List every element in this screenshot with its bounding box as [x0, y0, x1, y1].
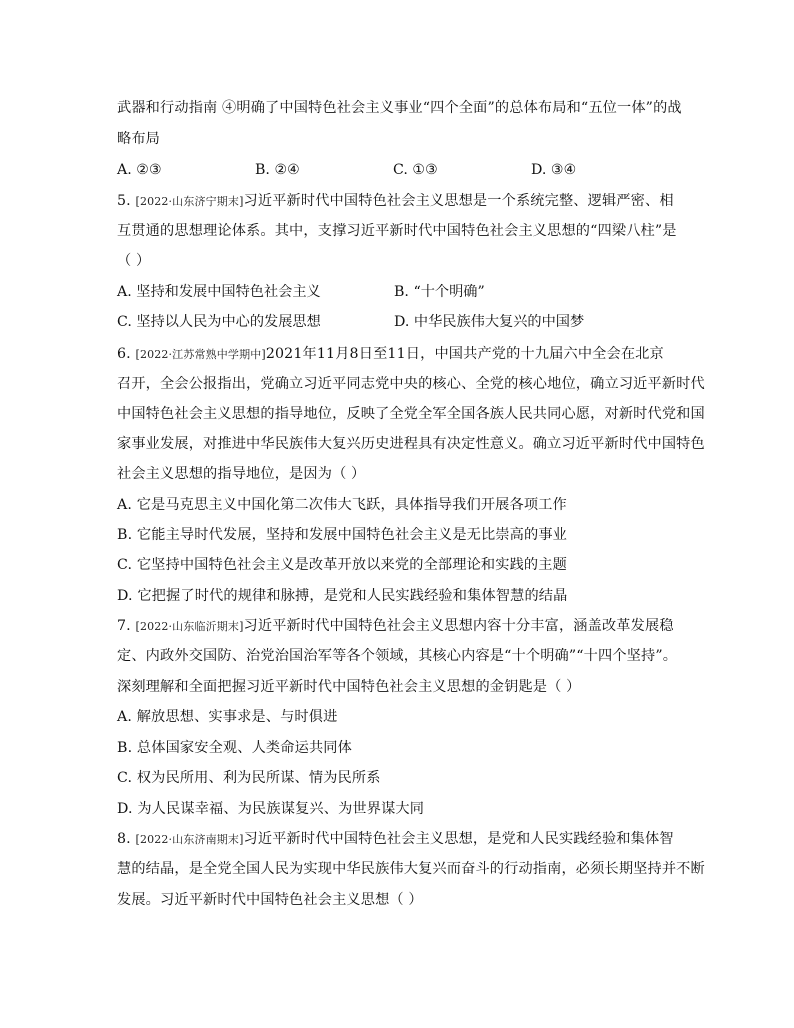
- q5-options-row-2: [117, 312, 697, 332]
- q7-stem-line-1: [117, 616, 697, 637]
- q7-number: 7.: [117, 618, 136, 634]
- q6-stem-line-5: 社会主义思想的指导地位，是因为（ ）: [117, 466, 366, 482]
- q4-option-b: B. ②④: [255, 162, 300, 178]
- q6-stem-line-3: 中国特色社会主义思想的指导地位，反映了全党全军全国各族人民共同心愿，对新时代党和国: [117, 406, 705, 422]
- q8-stem-line-2: 慧的结晶，是全党全国人民为实现中华民族伟大复兴而奋斗的行动指南，必须长期坚持并不断: [117, 861, 705, 877]
- q6-stem-line-1: [117, 344, 697, 365]
- q6-stem-line-2: 召开，全会公报指出，党确立习近平同志党中央的核心、全党的核心地位，确立习近平新时代: [117, 376, 705, 392]
- q4-option-d: D. ③④: [531, 162, 577, 178]
- q8-stem-line-1: [117, 829, 697, 850]
- q5-stem-line-2: 互贯通的思想理论体系。其中，支撑习近平新时代中国特色社会主义思想的“四梁八柱”是: [117, 223, 677, 239]
- q5-answer-blank: （ ）: [117, 253, 151, 269]
- q5-option-b: B. “十个明确”: [394, 284, 485, 300]
- q4-text-line-2: 略布局: [117, 131, 161, 147]
- q4-option-c: C. ①③: [393, 162, 438, 178]
- q4-options-row: [117, 160, 697, 180]
- q6-option-d: D. 它把握了时代的规律和脉搏，是党和人民实践经验和集体智慧的结晶: [117, 588, 568, 604]
- q7-stem-line-2: 定、内政外交国防、治党治国治军等各个领域，其核心内容是“十个明确”“十四个坚持”。: [117, 648, 678, 664]
- q6-option-a: A. 它是马克思主义中国化第二次伟大飞跃，具体指导我们开展各项工作: [117, 497, 567, 513]
- q5-option-a: A. 坚持和发展中国特色社会主义: [117, 284, 321, 300]
- q4-option-a: A. ②③: [117, 162, 162, 178]
- q5-source: [2022·山东济宁期末]: [135, 195, 244, 208]
- q7-option-c: C. 权为民所用、利为民所谋、情为民所系: [117, 770, 381, 786]
- q8-stem-text-1: 习近平新时代中国特色社会主义思想，是党和人民实践经验和集体智: [243, 831, 674, 847]
- q6-source: [2022·江苏常熟中学期中]: [135, 348, 266, 361]
- q5-number: 5.: [117, 193, 136, 209]
- q8-source: [2022·山东济南期末]: [135, 833, 244, 846]
- q8-number: 8.: [117, 831, 136, 847]
- q7-stem-text-1: 习近平新时代中国特色社会主义思想内容十分丰富，涵盖改革发展稳: [243, 618, 674, 634]
- q5-option-d: D. 中华民族伟大复兴的中国梦: [394, 314, 585, 330]
- q6-option-c: C. 它坚持中国特色社会主义是改革开放以来党的全部理论和实践的主题: [117, 557, 567, 573]
- q6-option-b: B. 它能主导时代发展，坚持和发展中国特色社会主义是无比崇高的事业: [117, 527, 568, 543]
- q5-stem-text-1: 习近平新时代中国特色社会主义思想是一个系统完整、逻辑严密、相: [243, 193, 674, 209]
- q6-number: 6.: [117, 346, 136, 362]
- q5-option-c: C. 坚持以人民为中心的发展思想: [117, 314, 321, 330]
- q4-text-line-1: 武器和行动指南 ④明确了中国特色社会主义事业“四个全面”的总体布局和“五位一体”的战: [117, 100, 682, 116]
- q7-stem-line-3: 深刻理解和全面把握习近平新时代中国特色社会主义思想的金钥匙是（ ）: [117, 679, 581, 695]
- q7-source: [2022·山东临沂期末]: [135, 620, 244, 633]
- q6-stem-line-4: 家事业发展，对推进中华民族伟大复兴历史进程具有决定性意义。确立习近平新时代中国特色: [117, 436, 705, 452]
- q6-stem-text-1: 2021年11月8日至11日，中国共产党的十九届六中全会在北京: [265, 346, 664, 362]
- q7-option-a: A. 解放思想、实事求是、与时俱进: [117, 709, 338, 725]
- q7-option-b: B. 总体国家安全观、人类命运共同体: [117, 740, 352, 756]
- q8-stem-line-3: 发展。习近平新时代中国特色社会主义思想（ ）: [117, 892, 423, 908]
- q5-stem-line-1: [117, 191, 697, 212]
- q5-options-row-1: [117, 282, 697, 302]
- q7-option-d: D. 为人民谋幸福、为民族谋复兴、为世界谋大同: [117, 801, 425, 817]
